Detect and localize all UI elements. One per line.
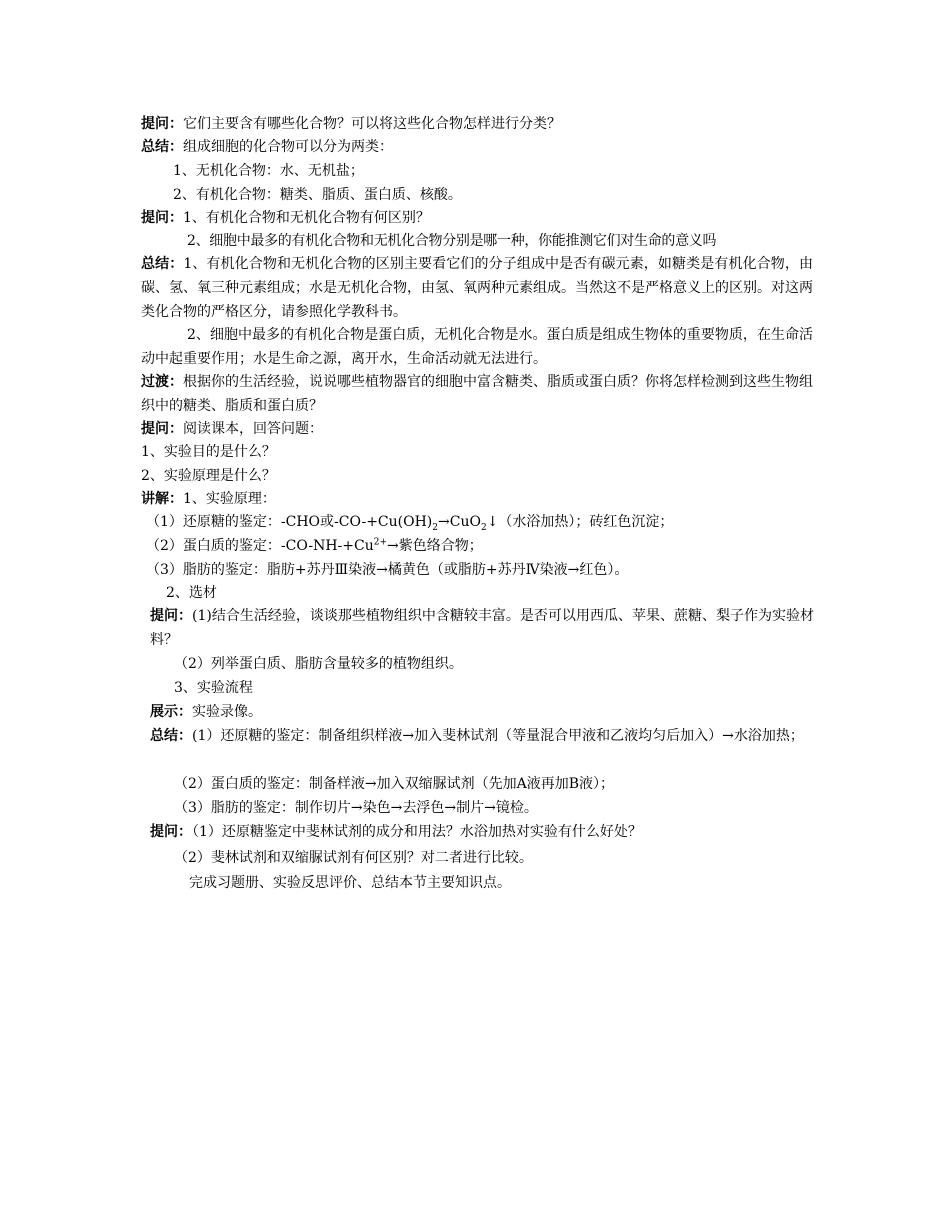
summary-text: 组成细胞的化合物可以分为两类： (183, 139, 393, 155)
section-heading: 2、选材 (166, 585, 217, 601)
show-line (150, 700, 262, 724)
explain-line (141, 487, 276, 511)
question-text: （2）斐林试剂和双缩脲试剂有何区别？对二者进行比较。 (174, 850, 533, 866)
question-line (141, 206, 430, 230)
list-item: （2）列举蛋白质、脂肪含量较多的植物组织。 (174, 656, 463, 672)
list-item: （2）蛋白质的鉴定：制备样液→加入双缩脲试剂（先加A液再加B液）； (174, 776, 615, 792)
list-item: 2、实验原理是什么？ (141, 468, 276, 484)
summary-label: 总结： (141, 139, 183, 155)
summary-paragraph (141, 724, 813, 748)
summary-label: 总结： (150, 728, 192, 744)
question-text: 2、细胞中最多的有机化合物和无机化合物分别是哪一种，你能推测它们对生命的意义吗 (187, 233, 717, 249)
section-heading: 3、实验流程 (174, 680, 253, 696)
summary-paragraph: 2、细胞中最多的有机化合物是蛋白质，无机化合物是水。蛋白质是组成生物体的重要物质，在生命活动中起重要作用；水是生命之源，离开水，生命活动就无法进行。 (141, 327, 813, 367)
summary-paragraph (141, 252, 813, 324)
principle-item: （1）还原糖的鉴定：-CHO或$-CO-+Cu(OH)_2\to CuO_2↓$（水浴加热）；砖红色沉淀； (146, 514, 674, 533)
explain-text: 1、实验原理： (183, 491, 276, 507)
transition-label: 过渡： (141, 374, 183, 390)
question-paragraph (150, 604, 814, 652)
explain-label: 讲解： (141, 491, 183, 507)
summary-label: 总结： (141, 256, 184, 272)
question-text: (1)结合生活经验，谈谈那些植物组织中含糖较丰富。是否可以用西瓜、苹果、蔗糖、梨子作为实验材料？ (150, 608, 814, 648)
question-text: （1）还原糖鉴定中斐林试剂的成分和用法？水浴加热对实验有什么好处？ (192, 824, 642, 840)
closing-line: 完成习题册、实验反思评价、总结本节主要知识点。 (189, 875, 511, 891)
question-line (150, 820, 642, 844)
question-label: 提问： (141, 421, 183, 437)
transition-paragraph (141, 370, 813, 418)
summary-text: 1、有机化合物和无机化合物的区别主要看它们的分子组成中是否有碳元素，如糖类是有机化合物，由碳、氢、氧三种元素组成；水是无机化合物，由氢、氧两种元素组成。当然这不是严格意义上的区别。对这两类化合物的严格区分，请参照化学教科书。 (141, 256, 814, 320)
summary-line (141, 135, 393, 159)
question-text: 它们主要含有哪些化合物？可以将这些化合物怎样进行分类？ (183, 116, 561, 132)
principle-item: （3）脂肪的鉴定：脂肪+苏丹Ⅲ染液→橘黄色（或脂肪+苏丹Ⅳ染液→红色）。 (146, 562, 629, 578)
question-label: 提问： (141, 116, 183, 132)
transition-text: 根据你的生活经验，说说哪些植物器官的细胞中富含糖类、脂质或蛋白质？你将怎样检测到这些生物组织中的糖类、脂质和蛋白质？ (141, 374, 813, 414)
question-line (141, 417, 323, 441)
list-item: 1、无机化合物：水、无机盐； (173, 163, 364, 179)
list-item: （3）脂肪的鉴定：制作切片→染色→去浮色→制片→镜检。 (174, 800, 538, 816)
question-label: 提问： (141, 210, 183, 226)
list-item: 1、实验目的是什么？ (141, 444, 276, 460)
question-text: 阅读课本，回答问题： (183, 421, 323, 437)
summary-text: (1）还原糖的鉴定：制备组织样液→加入斐林试剂（等量混合甲液和乙液均匀后加入）→水浴加热； (192, 728, 804, 744)
question-label: 提问： (150, 608, 193, 624)
question-text: 1、有机化合物和无机化合物有何区别？ (183, 210, 430, 226)
list-item: 2、有机化合物：糖类、脂质、蛋白质、核酸。 (173, 187, 462, 203)
show-text: 实验录像。 (192, 704, 262, 720)
question-label: 提问： (150, 824, 192, 840)
show-label: 展示： (150, 704, 192, 720)
question-line (141, 112, 561, 136)
principle-item: （2）蛋白质的鉴定：$-CO-NH-+Cu^{2+}\to$紫色络合物； (146, 537, 483, 554)
